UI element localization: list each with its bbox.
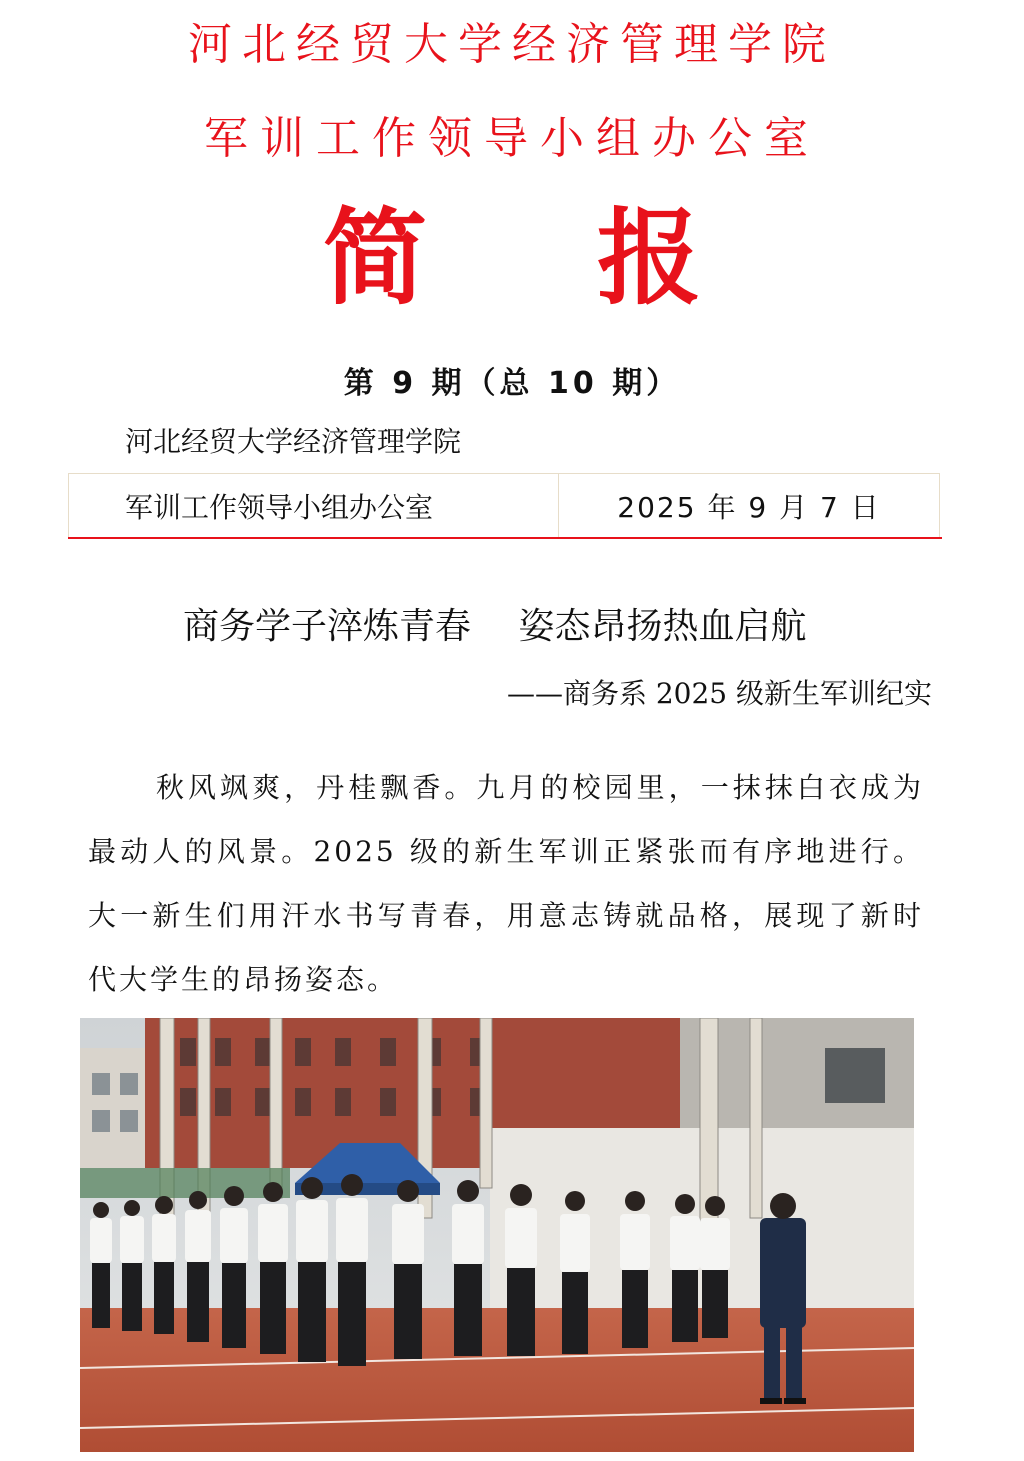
issue-number: 第 9 期（总 10 期） <box>343 366 681 401</box>
article-headline: 商务学子淬炼青春 姿态昂扬热血启航 <box>183 606 807 647</box>
red-divider <box>68 537 942 539</box>
military-training-photo <box>80 1018 914 1452</box>
title-char-first: 简 <box>322 196 427 319</box>
issue-date: 2025 年 9 月 7 日 <box>617 490 881 524</box>
org-name-header: 河北经贸大学经济管理学院 <box>188 19 836 70</box>
article-subheadline: ——商务系 2025 级新生军训纪实 <box>506 677 932 710</box>
office-name-header: 军训工作领导小组办公室 <box>204 113 820 164</box>
issuer-info-table <box>68 473 940 537</box>
article-paragraph: 秋风飒爽，丹桂飘香。九月的校园里，一抹抹白衣成为最动人的风景。2025 级的新生军训正紧张而有序地进行。大一新生们用汗水书写青春，用意志铸就品格，展现了新时代大学生的昂扬姿态。 <box>88 771 924 996</box>
title-char-second: 报 <box>597 196 702 319</box>
issuer-office: 军训工作领导小组办公室 <box>69 474 559 537</box>
bulletin-title <box>0 198 1024 318</box>
issuer-school: 河北经贸大学经济管理学院 <box>125 425 462 458</box>
